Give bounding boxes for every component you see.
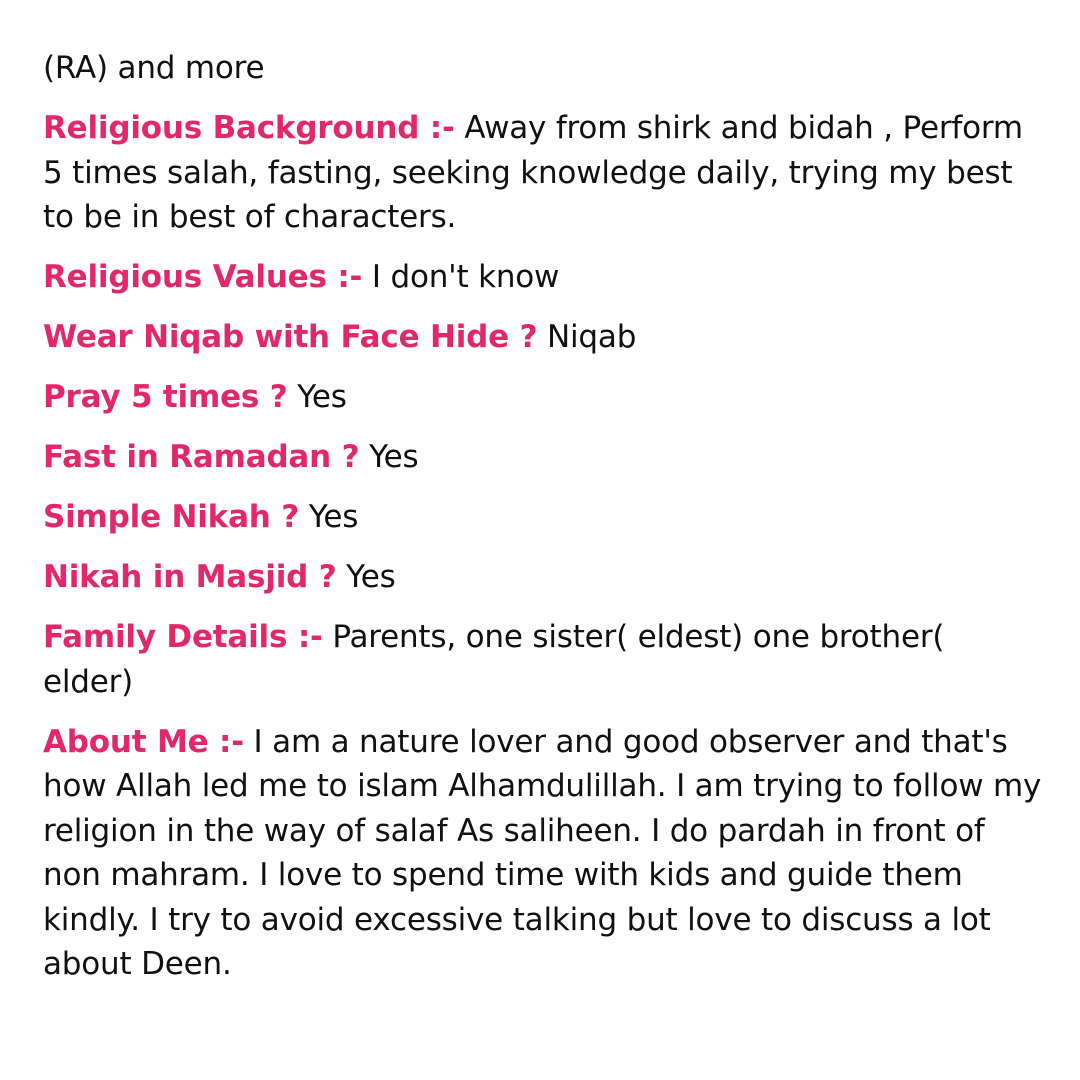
- field-label: Simple Nikah ?: [43, 499, 300, 535]
- field-simple-nikah: [43, 495, 1043, 540]
- field-value: Yes: [346, 559, 396, 595]
- field-pray-5-times: [43, 375, 1043, 420]
- field-fast-in-ramadan: [43, 435, 1043, 480]
- field-value: Yes: [297, 379, 347, 415]
- field-value: I don't know: [371, 259, 560, 295]
- field-nikah-in-masjid: [43, 555, 1043, 600]
- field-label: Religious Background :-: [43, 110, 455, 146]
- field-value: I am a nature lover and good observer and that's how Allah led me to islam Alhamdulillah. I am trying to follow my religion in the way of salaf As saliheen. I do pardah in front of non mahram. I love to spend time with kids and guide them kindly. I try to avoid excessive talking but love to discuss a lot about Deen.: [43, 723, 1042, 982]
- field-religious-background: [43, 106, 1043, 240]
- field-value: Yes: [369, 439, 419, 475]
- field-value: Yes: [308, 499, 359, 535]
- field-label: Religious Values :-: [43, 259, 363, 295]
- intro-text: [43, 46, 1043, 91]
- field-label: Family Details :-: [43, 619, 323, 655]
- field-family-details: [43, 615, 1043, 704]
- field-about-me: [43, 720, 1043, 987]
- field-value: Parents, one sister( eldest) one brother( elder): [43, 619, 945, 700]
- field-wear-niqab: [43, 315, 1043, 360]
- field-value: Away from shirk and bidah , Perform 5 times salah, fasting, seeking knowledge daily, trying my best to be in best of characters.: [43, 110, 1023, 235]
- field-label: About Me :-: [43, 723, 244, 760]
- field-label: Nikah in Masjid ?: [43, 559, 337, 595]
- intro-value: (RA) and more: [43, 50, 265, 86]
- field-value: Niqab: [547, 319, 637, 355]
- field-label: Wear Niqab with Face Hide ?: [43, 319, 538, 355]
- field-label: Pray 5 times ?: [43, 379, 288, 415]
- field-religious-values: [43, 255, 1043, 300]
- field-label: Fast in Ramadan ?: [43, 439, 360, 475]
- profile-document: [43, 46, 1043, 1002]
